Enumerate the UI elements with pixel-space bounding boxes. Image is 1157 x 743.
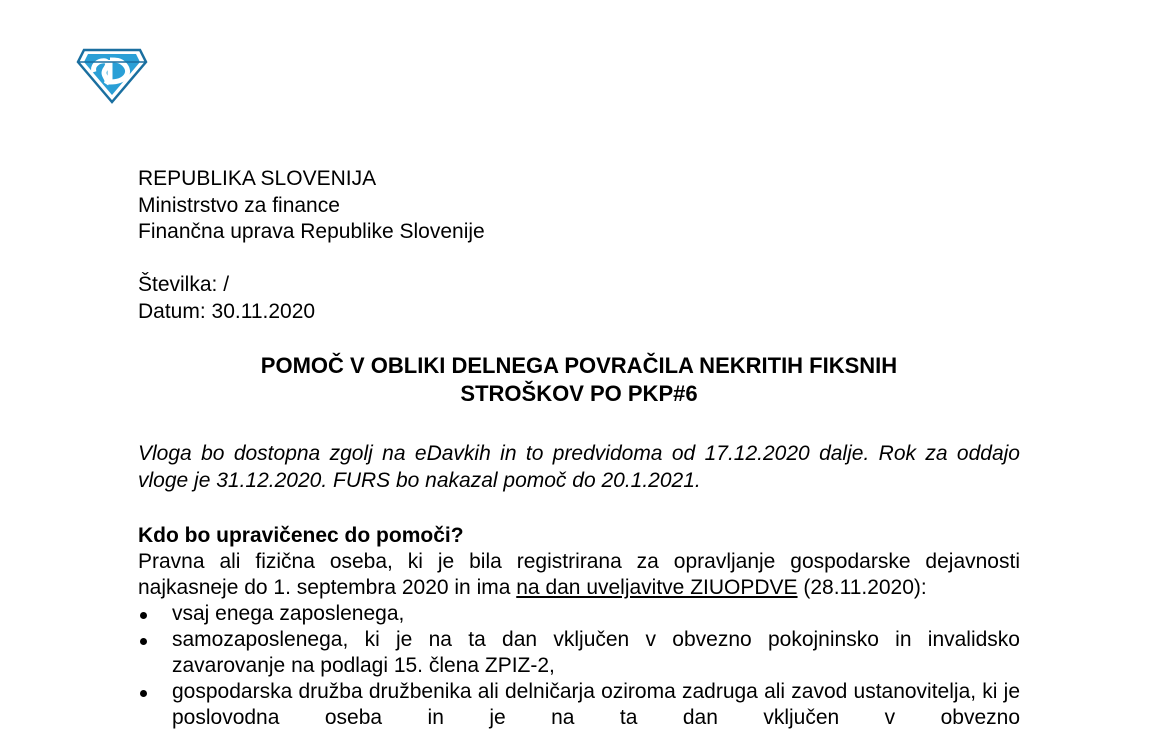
agency-name: Finančna uprava Republike Slovenije bbox=[138, 220, 485, 243]
section-heading: Kdo bo upravičenec do pomoči? bbox=[138, 524, 464, 547]
list-item: gospodarska družba družbenika ali delničarja oziroma zadruga ali zavod ustanovitelja, ki je poslovodna oseba in je na ta dan vključen v obvezno bbox=[138, 679, 1020, 731]
deadline-notice: Vloga bo dostopna zgolj na eDavkih in to predvidoma od 17.12.2020 dalje. Rok za oddajo vloge je 31.12.2020. FURS bo nakazal pomoč do 20.1.2021. bbox=[138, 442, 1020, 492]
list-item: samozaposlenega, ki je na ta dan vključen v obvezno pokojninsko in invalidsko zavarovanje na podlagi 15. člena ZPIZ-2, bbox=[138, 627, 1020, 679]
legislation-reference: na dan uveljavitve ZIUOPDVE bbox=[516, 576, 798, 599]
document-meta bbox=[138, 272, 315, 325]
bullet-icon bbox=[140, 638, 147, 645]
bullet-icon bbox=[140, 612, 147, 619]
document-title bbox=[138, 352, 1020, 408]
ministry-name: Ministrstvo za finance bbox=[138, 193, 340, 217]
document-date: Datum: 30.11.2020 bbox=[138, 299, 316, 323]
title-line-2: STROŠKOV PO PKP#6 bbox=[460, 381, 698, 406]
country-name: REPUBLIKA SLOVENIJA bbox=[138, 167, 377, 190]
section-intro: Pravna ali fizična oseba, ki je bila registrirana za opravljanje gospodarske dejavnosti najkasneje do 1. septembra 2020 in ima na dan uveljavitve ZIUOPDVE (28.11.2020): bbox=[138, 550, 1020, 599]
document-number: Številka: / bbox=[138, 273, 230, 296]
list-item: vsaj enega zaposlenega, bbox=[138, 601, 1020, 627]
institution-header bbox=[138, 166, 485, 246]
title-line-1: POMOČ V OBLIKI DELNEGA POVRAČILA NEKRITIH FIKSNIH bbox=[260, 353, 898, 378]
bullet-icon bbox=[140, 690, 147, 697]
eligibility-section bbox=[138, 522, 1020, 731]
eligibility-list bbox=[138, 601, 1020, 731]
sd-diamond-logo-icon bbox=[76, 44, 148, 106]
